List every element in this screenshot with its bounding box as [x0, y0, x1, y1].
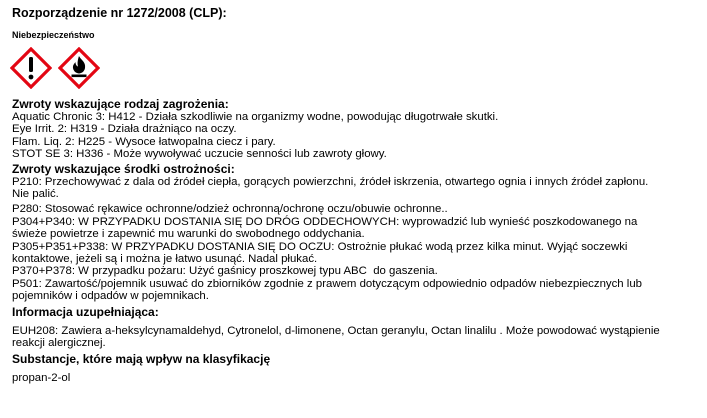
precautionary-statement: kontaktowe, jeżeli są i można je łatwo usunąć. Nadal płukać.	[12, 253, 318, 266]
additional-info-line: reakcji alergicznej.	[12, 337, 106, 350]
hazard-statements	[12, 111, 702, 161]
exclamation-mark-icon	[10, 47, 52, 89]
additional-info	[12, 325, 702, 350]
precautionary-statement: P280: Stosować rękawice ochronne/odzież ochronną/ochronę oczu/obuwie ochronne..	[12, 203, 448, 216]
precautionary-statement: P304+P340: W PRZYPADKU DOSTANIA SIĘ DO DRÓG ODDECHOWYCH: wyprowadzić lub wynieść poszkodowanego na	[12, 215, 638, 228]
additional-info-title: Informacja uzupełniająca:	[12, 304, 159, 319]
substance-name: propan-2-ol	[12, 371, 71, 384]
hazard-statement: Flam. Liq. 2: H225 - Wysoce łatwopalna ciecz i pary.	[12, 135, 276, 148]
ghs-pictograms	[10, 47, 702, 91]
hazard-statement: STOT SE 3: H336 - Może wywoływać uczucie senności lub zawroty głowy.	[12, 148, 387, 161]
precautionary-statement: P305+P351+P338: W PRZYPADKU DOSTANIA SIĘ DO OCZU: Ostrożnie płukać wodą przez kilka minut. Wyjąć soczewki	[12, 240, 628, 253]
additional-info-line: EUH208: Zawiera a-heksylcynamaldehyd, Cytronelol, d-limonene, Octan geranylu, Octan linalilu . Może powodować wystąpienie	[12, 324, 660, 337]
signal-word: Niebezpieczeństwo	[12, 30, 95, 40]
precautionary-statement: P210: Przechowywać z dala od źródeł ciepła, gorących powierzchni, źródeł iskrzenia, otwartego ognia i innych źródeł zapłonu.	[12, 175, 649, 188]
precautionary-statements	[12, 176, 702, 303]
classification-substances-title: Substancje, które mają wpływ na klasyfikację	[12, 351, 271, 366]
precautionary-statement: P501: Zawartość/pojemnik usuwać do zbiorników zgodnie z prawem dotyczącym odpowiednio odpadów niebezpiecznych lub	[12, 277, 642, 290]
regulation-title: Rozporządzenie nr 1272/2008 (CLP):	[12, 6, 227, 20]
precautionary-statement: pojemników i odpadów w pojemnikach.	[12, 290, 209, 303]
precautionary-statement: Nie palić.	[12, 188, 59, 201]
hazard-statement: Eye Irrit. 2: H319 - Działa drażniąco na oczy.	[12, 123, 237, 136]
hazard-statements-title: Zwroty wskazujące rodzaj zagrożenia:	[12, 97, 229, 111]
precautionary-statement: świeże powietrze i zapewnić mu warunki do swobodnego oddychania.	[12, 228, 365, 241]
sds-label-page	[12, 6, 702, 384]
classification-substances	[12, 372, 702, 384]
flame-icon	[58, 47, 100, 89]
hazard-statement: Aquatic Chronic 3: H412 - Działa szkodliwie na organizmy wodne, powodując długotrwałe skutki.	[12, 111, 499, 123]
precautionary-statements-title: Zwroty wskazujące środki ostrożności:	[12, 161, 235, 176]
precautionary-statement: P370+P378: W przypadku pożaru: Użyć gaśnicy proszkowej typu ABC do gaszenia.	[12, 265, 438, 278]
